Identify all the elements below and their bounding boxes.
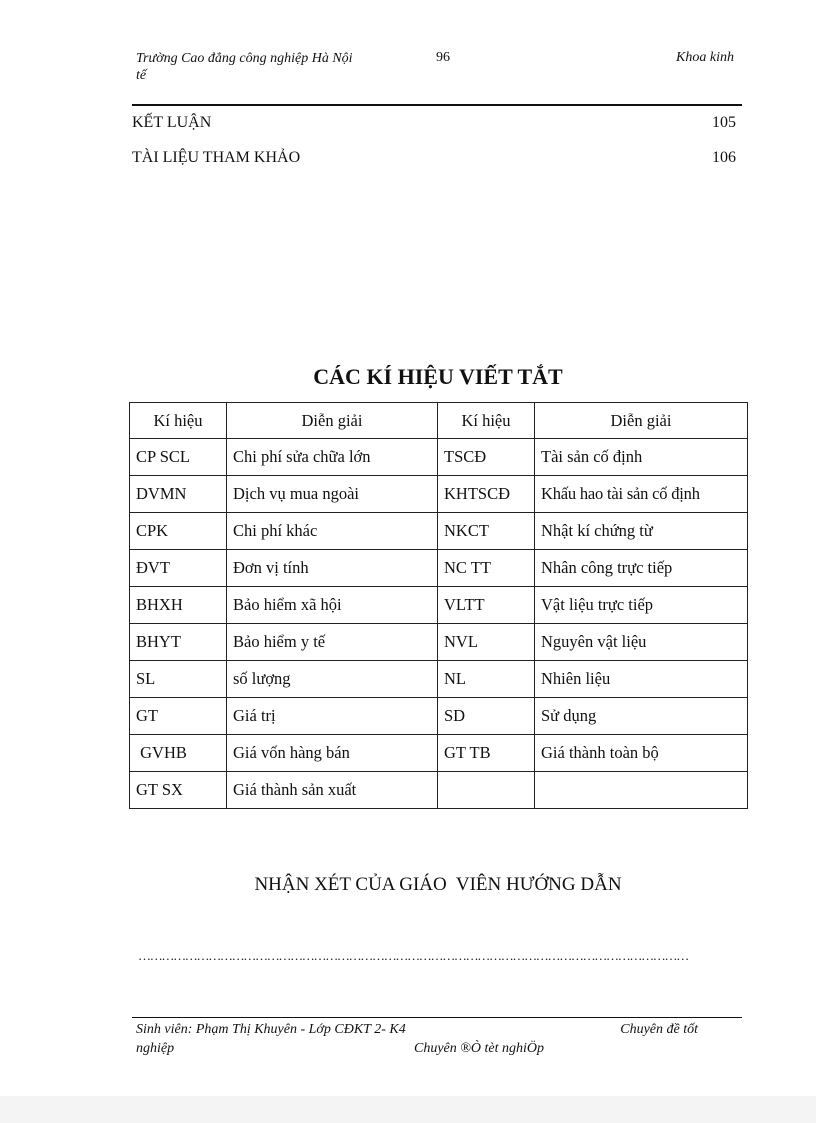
column-header: Diễn giải [227,403,438,439]
abbr-meaning: Tài sản cố định [535,439,748,476]
abbr-code: NL [438,661,535,698]
column-header: Kí hiệu [438,403,535,439]
abbr-meaning: Nhiên liệu [535,661,748,698]
table-row [130,661,748,698]
abbr-code: GT SX [130,772,227,809]
abbr-code: NC TT [438,550,535,587]
table-row [130,698,748,735]
abbr-code: CP SCL [130,439,227,476]
abbr-meaning: Bảo hiểm xã hội [227,587,438,624]
header-page-number: 96 [436,50,450,65]
header-school-line2: tế [136,68,147,83]
header-school [136,50,406,84]
abbr-meaning: Nguyên vật liệu [535,624,748,661]
abbr-code: SD [438,698,535,735]
abbr-code: GT [130,698,227,735]
footer-topic-label: Chuyên đề tốt [620,1022,698,1037]
table-row [130,439,748,476]
abbr-code [438,772,535,809]
review-title: NHẬN XÉT CỦA GIÁO VIÊN HƯỚNG DẪN [254,874,622,895]
abbr-meaning: Giá vốn hàng bán [227,735,438,772]
header-school-line1: Trường Cao đẳng công nghiệp Hà Nội [136,51,353,66]
footer-rule [132,1017,742,1018]
review-dotted-line: …………………………………………………………………………………………………………………………… [138,948,688,963]
header-faculty: Khoa kinh [676,50,734,65]
abbr-code: BHXH [130,587,227,624]
abbr-code: ĐVT [130,550,227,587]
abbr-meaning: Chi phí khác [227,513,438,550]
abbr-meaning: Giá thành toàn bộ [535,735,748,772]
column-header: Diễn giải [535,403,748,439]
abbr-meaning: số lượng [227,661,438,698]
toc-page: 105 [712,114,736,131]
abbr-code: NVL [438,624,535,661]
footer-garbled-text: Chuyên ®Ò tèt nghiÖp [414,1041,545,1056]
abbr-code: BHYT [130,624,227,661]
abbreviations-table [129,402,748,809]
abbr-code: SL [130,661,227,698]
toc-title: KẾT LUẬN [132,114,212,131]
table-header-row [130,403,748,439]
abbr-meaning: Nhân công trực tiếp [535,550,748,587]
abbreviations-title: CÁC KÍ HIỆU VIẾT TẮT [313,364,563,389]
table-row [130,735,748,772]
abbr-code: DVMN [130,476,227,513]
column-header: Kí hiệu [130,403,227,439]
abbr-code: GVHB [130,735,227,772]
abbr-meaning: Sử dụng [535,698,748,735]
table-row [130,587,748,624]
footer-topic-line2: nghiệp [136,1041,175,1056]
abbr-meaning: Bảo hiểm y tế [227,624,438,661]
table-row [130,513,748,550]
abbr-code: TSCĐ [438,439,535,476]
abbr-code: CPK [130,513,227,550]
abbr-code: KHTSCĐ [438,476,535,513]
footer-student: Sinh viên: Phạm Thị Khuyên - Lớp CĐKT 2- K4 [136,1022,406,1037]
table-row [130,624,748,661]
abbr-meaning: Khấu hao tài sản cố định [535,476,748,513]
header-rule [132,104,742,106]
abbr-meaning: Chi phí sửa chữa lớn [227,439,438,476]
abbr-code: GT TB [438,735,535,772]
table-row [130,550,748,587]
abbr-meaning: Giá trị [227,698,438,735]
toc-item-references [132,149,738,171]
abbr-meaning [535,772,748,809]
toc-title: TÀI LIỆU THAM KHẢO [132,149,301,166]
abbr-meaning: Đơn vị tính [227,550,438,587]
table-row [130,476,748,513]
abbr-code: VLTT [438,587,535,624]
abbr-meaning: Vật liệu trực tiếp [535,587,748,624]
abbr-code: NKCT [438,513,535,550]
abbr-meaning: Giá thành sản xuất [227,772,438,809]
page-bottom-edge [0,1096,816,1123]
table-row [130,772,748,809]
toc-item-conclusion [132,114,738,136]
abbr-meaning: Nhật kí chứng từ [535,513,748,550]
abbr-meaning: Dịch vụ mua ngoài [227,476,438,513]
toc-page: 106 [712,149,736,166]
